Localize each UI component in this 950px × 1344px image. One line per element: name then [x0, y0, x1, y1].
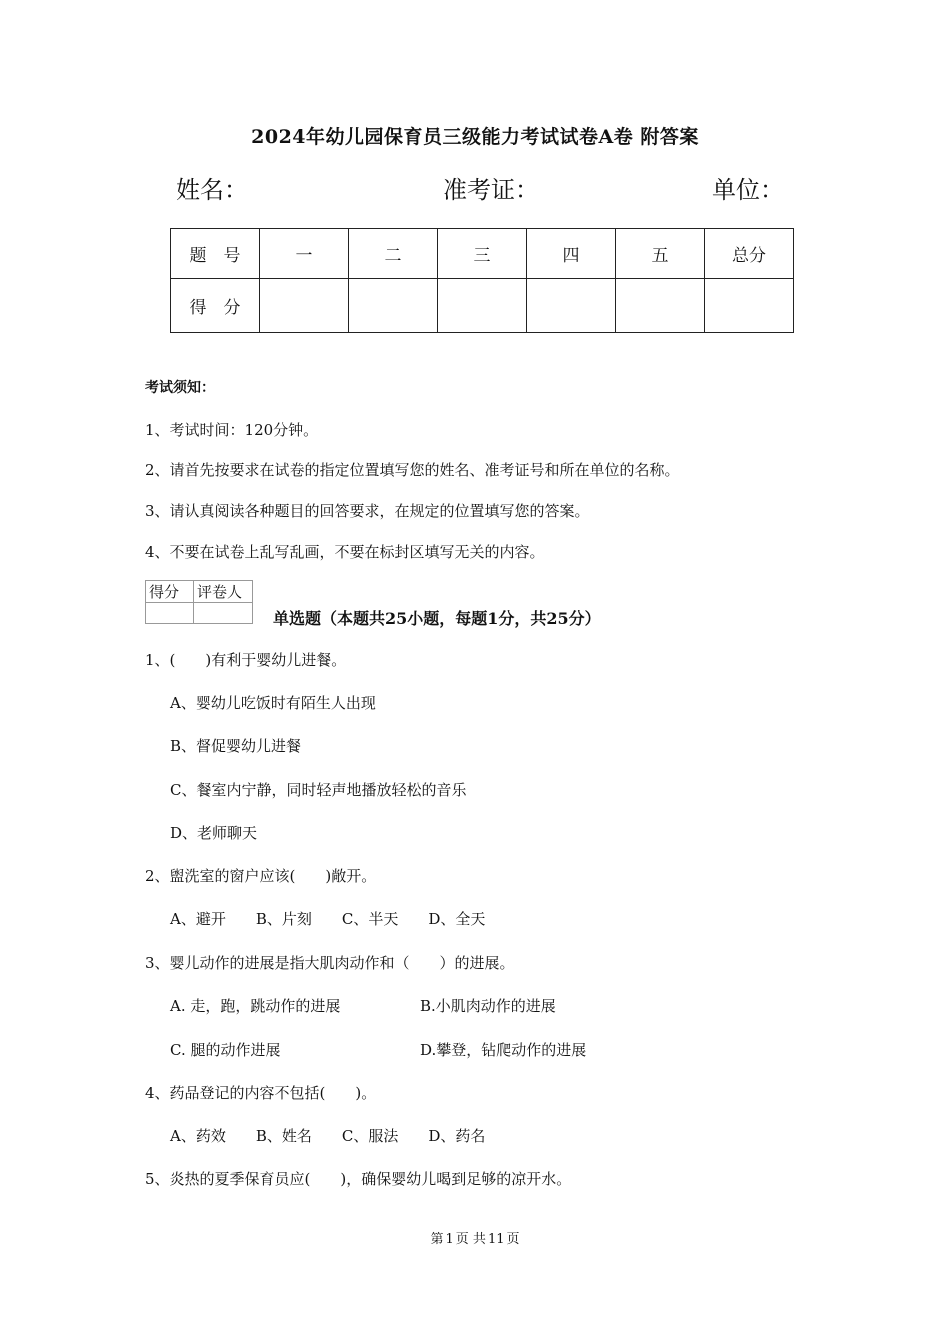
- score-cell[interactable]: [349, 279, 438, 333]
- footer-suffix: 页: [506, 1232, 520, 1247]
- score-header-cell: 二: [349, 229, 438, 279]
- footer-page-number: 1: [445, 1232, 454, 1247]
- score-header-cell: 五: [616, 229, 705, 279]
- question-stem: 5、炎热的夏季保育员应( )，确保婴幼儿喝到足够的凉开水。: [145, 1170, 572, 1188]
- page-footer: [0, 1228, 950, 1247]
- notice-title: 考试须知：: [145, 380, 215, 396]
- score-cell[interactable]: [705, 279, 794, 333]
- question-option: C. 腿的动作进展: [170, 1041, 281, 1059]
- score-cell[interactable]: [438, 279, 527, 333]
- notice-item: 2、请首先按要求在试卷的指定位置填写您的姓名、准考证号和所在单位的名称。: [145, 461, 680, 479]
- score-header-cell: 三: [438, 229, 527, 279]
- score-header-cell: 总分: [705, 229, 794, 279]
- question-stem: 2、盥洗室的窗户应该( )敞开。: [145, 867, 377, 885]
- section-heading: 单选题（本题共25小题，每题1分，共25分）: [273, 609, 601, 628]
- score-table: [170, 228, 794, 333]
- grader-score-cell[interactable]: [146, 603, 194, 624]
- footer-middle: 页 共: [455, 1232, 486, 1247]
- footer-prefix: 第: [430, 1232, 444, 1247]
- score-table-score-row: [171, 279, 794, 333]
- notice-item: 1、考试时间：120分钟。: [145, 421, 319, 439]
- score-header-cell: 一: [260, 229, 349, 279]
- grader-box: [145, 580, 253, 624]
- score-header-cell: 四: [527, 229, 616, 279]
- question-option: B.小肌肉动作的进展: [420, 997, 556, 1015]
- score-table-header-row: [171, 229, 794, 279]
- unit-field-label: 单位：: [712, 176, 784, 204]
- score-header-cell: 题 号: [171, 229, 260, 279]
- notice-item: 3、请认真阅读各种题目的回答要求，在规定的位置填写您的答案。: [145, 502, 590, 520]
- score-row-label: 得 分: [171, 279, 260, 333]
- question-options-line: A、药效 B、姓名 C、服法 D、药名: [170, 1127, 486, 1145]
- name-field-label: 姓名：: [176, 176, 248, 204]
- question-options-line: A、避开 B、片刻 C、半天 D、全天: [170, 910, 486, 928]
- notice-item: 4、不要在试卷上乱写乱画，不要在标封区填写无关的内容。: [145, 543, 545, 561]
- grader-reviewer-cell[interactable]: [194, 603, 253, 624]
- exam-id-field-label: 准考证：: [443, 176, 539, 204]
- footer-total-pages: 11: [487, 1232, 505, 1247]
- question-option: D、老师聊天: [170, 824, 258, 842]
- question-option: A. 走，跑，跳动作的进展: [170, 997, 341, 1015]
- grader-reviewer-label: 评卷人: [194, 581, 253, 603]
- page-title: 2024年幼儿园保育员三级能力考试试卷A卷 附答案: [251, 126, 699, 148]
- question-stem: 4、药品登记的内容不包括( )。: [145, 1084, 377, 1102]
- question-option: B、督促婴幼儿进餐: [170, 737, 302, 755]
- score-cell[interactable]: [616, 279, 705, 333]
- question-option: D.攀登，钻爬动作的进展: [420, 1041, 587, 1059]
- question-option: A、婴幼儿吃饭时有陌生人出现: [170, 694, 376, 712]
- score-cell[interactable]: [260, 279, 349, 333]
- question-stem: 1、( )有利于婴幼儿进餐。: [145, 651, 347, 669]
- question-stem: 3、婴儿动作的进展是指大肌肉动作和（ ）的进展。: [145, 954, 515, 972]
- grader-score-label: 得分: [146, 581, 194, 603]
- question-option: C、餐室内宁静，同时轻声地播放轻松的音乐: [170, 781, 467, 799]
- score-cell[interactable]: [527, 279, 616, 333]
